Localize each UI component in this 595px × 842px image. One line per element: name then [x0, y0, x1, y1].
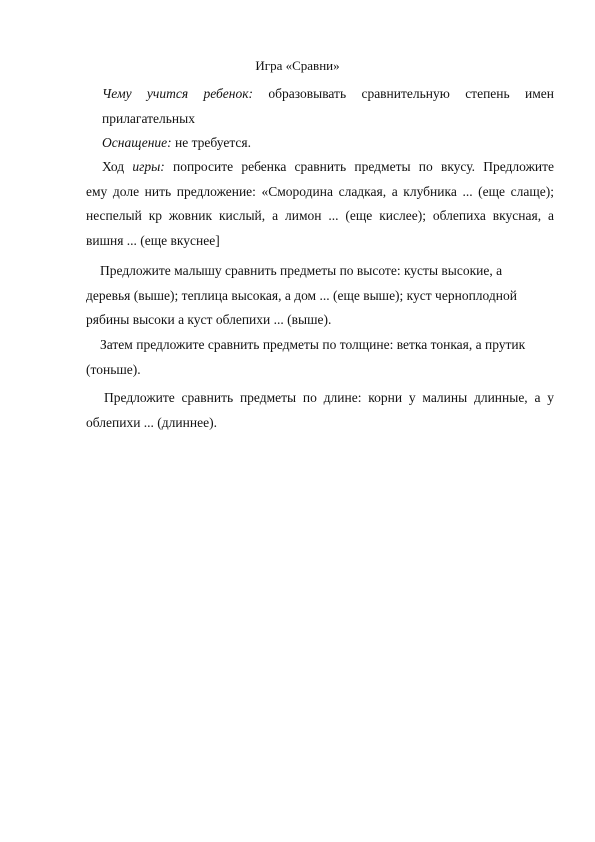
height-line-1: Предложите малышу сравнить предметы по высоте: кусты высокие, а: [100, 263, 503, 278]
procedure-label: игры:: [132, 159, 165, 174]
procedure-line-2: ему доле нить предложение: «Смородина сладкая, а клубника ... (еще слаще);: [86, 183, 554, 199]
paragraph-height-comparison: [86, 259, 554, 333]
length-line-1: Предложите сравнить предметы по длине: корни у малины длинные, а у: [104, 390, 554, 405]
paragraph-thickness-comparison: [86, 333, 554, 382]
learning-goal-line-1: [86, 82, 554, 107]
paragraph-learning-goal: [86, 82, 554, 131]
learning-goal-label: Чему учится ребенок:: [102, 86, 254, 101]
equipment-line: [86, 131, 554, 156]
page-title: Игра «Сравни»: [255, 58, 340, 73]
procedure-lead: Ход: [102, 159, 125, 174]
equipment-text: не требуется.: [175, 135, 251, 150]
procedure-line-4: вишня ... (еще вкуснее]: [86, 232, 220, 248]
procedure-text: попросите ребенка сравнить предметы по вкусу. Предложите: [172, 159, 554, 174]
height-line-2: деревья (выше); теплица высокая, а дом ... (еще выше); куст черноплодной: [86, 287, 517, 303]
thickness-line-2: (тоньше).: [86, 361, 141, 377]
equipment-label: Оснащение:: [102, 135, 172, 150]
height-line-3: рябины высоки а куст облепихи ... (выше).: [86, 312, 332, 327]
paragraph-game-procedure: [86, 155, 554, 253]
paragraph-length-comparison: [86, 386, 554, 435]
length-line-2: облепихи ... (длиннее).: [86, 414, 217, 430]
thickness-line-1: Затем предложите сравнить предметы по толщине: ветка тонкая, а прутик: [100, 337, 526, 352]
learning-goal-line-2: прилагательных: [102, 110, 195, 126]
procedure-line-1: [86, 155, 554, 180]
paragraph-equipment: [86, 131, 554, 156]
learning-goal-text: образовывать сравнительную степень имен: [268, 86, 554, 101]
procedure-line-3: неспелый кр жовник кислый, а лимон ... (еще кислее); облепиха вкусная, а: [86, 208, 554, 223]
